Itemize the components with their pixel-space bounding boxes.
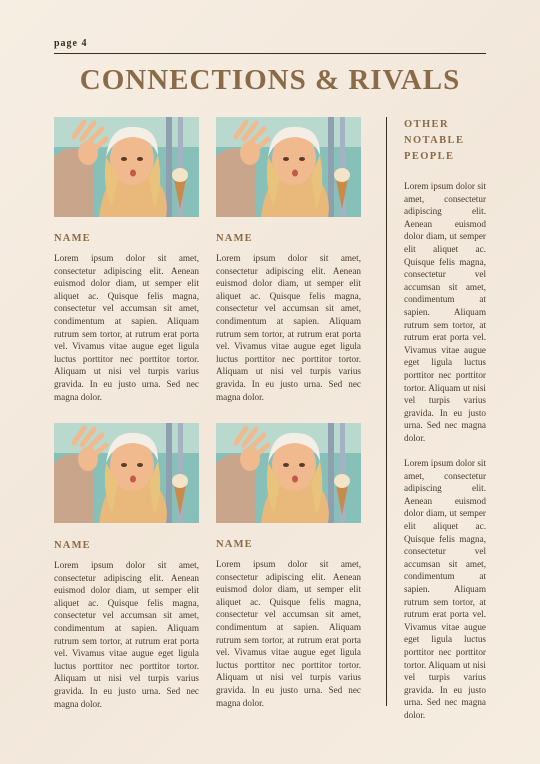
sidebar-paragraph-2: Lorem ipsum dolor sit amet, consectetur adipiscing elit. Aenean euismod dolor diam, ut semper elit aliquet ac. Quisque felis magna, consectetur vel accumsan sit amet, condimentum at sapien. Aliquam rutrum sem tortor, at rutrum erat porta vel. Vivamus vitae augue eget ligula luctus porttitor nec porttitor tortor. Aliquam ut nisi vel turpis varius gravida. In eu justo urna. Sed nec magna dolor. (404, 458, 486, 720)
sidebar-heading: OTHER NOTABLE PEOPLE (404, 119, 465, 162)
person-photo-3 (54, 423, 199, 523)
person-bio: Lorem ipsum dolor sit amet, consectetur adipiscing elit. Aenean euismod dolor diam, ut semper elit aliquet ac. Quisque felis magna, consectetur vel accumsan sit amet, condimentum at sapien. Aliquam rutrum sem tortor, at rutrum erat porta vel. Vivamus vitae augue eget ligula luctus porttitor nec porttitor tortor. Aliquam ut nisi vel turpis varius gravida. In eu justo urna. Sed nec magna dolor. (54, 560, 199, 709)
person-name: NAME (54, 540, 91, 551)
person-name: NAME (54, 233, 91, 244)
person-name: NAME (216, 233, 253, 244)
header-divider (54, 53, 486, 54)
person-photo-4 (216, 423, 361, 523)
person-card-1 (54, 233, 199, 403)
person-photo-1 (54, 117, 199, 217)
portrait-image (54, 117, 199, 217)
person-card-2 (216, 233, 361, 403)
person-card-3 (54, 540, 199, 710)
page-number: page 4 (54, 38, 88, 49)
portrait-image (216, 117, 361, 217)
page-title: CONNECTIONS & RIVALS (79, 64, 461, 96)
sidebar-paragraph-1: Lorem ipsum dolor sit amet, consectetur adipiscing elit. Aenean euismod dolor diam, ut semper elit aliquet ac. Quisque felis magna, consectetur vel accumsan sit amet, condimentum at sapien. Aliquam rutrum sem tortor, at rutrum erat porta vel. Vivamus vitae augue eget ligula luctus porttitor nec porttitor tortor. Aliquam ut nisi vel turpis varius gravida. In eu justo urna. Sed nec magna dolor. (404, 181, 486, 443)
person-name: NAME (216, 539, 253, 550)
portrait-image (216, 423, 361, 523)
portrait-image (54, 423, 199, 523)
person-card-4 (216, 539, 361, 709)
person-bio: Lorem ipsum dolor sit amet, consectetur adipiscing elit. Aenean euismod dolor diam, ut semper elit aliquet ac. Quisque felis magna, consectetur vel accumsan sit amet, condimentum at sapien. Aliquam rutrum sem tortor, at rutrum erat porta vel. Vivamus vitae augue eget ligula luctus porttitor nec porttitor tortor. Aliquam ut nisi vel turpis varius gravida. In eu justo urna. Sed nec magna dolor. (216, 559, 361, 708)
person-bio: Lorem ipsum dolor sit amet, consectetur adipiscing elit. Aenean euismod dolor diam, ut semper elit aliquet ac. Quisque felis magna, consectetur vel accumsan sit amet, condimentum at sapien. Aliquam rutrum sem tortor, at rutrum erat porta vel. Vivamus vitae augue eget ligula luctus porttitor nec porttitor tortor. Aliquam ut nisi vel turpis varius gravida. In eu justo urna. Sed nec magna dolor. (54, 253, 199, 402)
person-bio: Lorem ipsum dolor sit amet, consectetur adipiscing elit. Aenean euismod dolor diam, ut semper elit aliquet ac. Quisque felis magna, consectetur vel accumsan sit amet, condimentum at sapien. Aliquam rutrum sem tortor, at rutrum erat porta vel. Vivamus vitae augue eget ligula luctus porttitor nec porttitor tortor. Aliquam ut nisi vel turpis varius gravida. In eu justo urna. Sed nec magna dolor. (216, 253, 361, 402)
person-photo-2 (216, 117, 361, 217)
sidebar-divider (386, 117, 387, 706)
